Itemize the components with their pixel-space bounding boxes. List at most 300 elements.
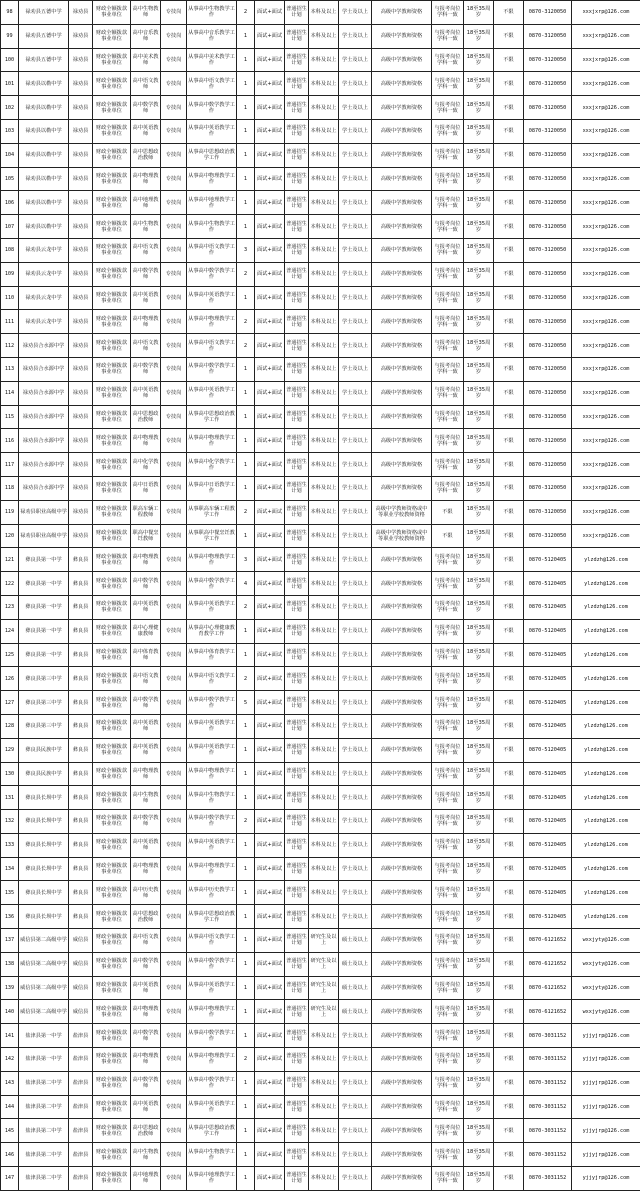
age-cell: 18至35周岁 — [464, 72, 494, 96]
enrollment-type-cell: 普通招生计划 — [285, 595, 309, 619]
age-cell: 18至35周岁 — [464, 833, 494, 857]
table-row — [1, 96, 640, 120]
qualification-cell: 高级中学教师资格 — [372, 48, 432, 72]
email-cell: wxxjyty@126.com — [572, 1000, 640, 1024]
row-number-cell: 141 — [1, 1024, 19, 1048]
unit-type-cell: 财政全额拨款事业单位 — [93, 191, 131, 215]
county-cell: 彝良县 — [69, 786, 93, 810]
employer-cell: 盐津县第二中学 — [19, 1071, 69, 1095]
age-cell: 18至35周岁 — [464, 310, 494, 334]
row-number-cell: 143 — [1, 1071, 19, 1095]
position-name-cell: 高中数学教师 — [131, 1071, 161, 1095]
email-cell: yjjyjrp@126.com — [572, 1024, 640, 1048]
education-cell: 本科及以上 — [309, 96, 339, 120]
phone-cell: 0870-3120050 — [524, 48, 572, 72]
age-cell: 18至35周岁 — [464, 929, 494, 953]
other-cell: 不限 — [494, 381, 524, 405]
degree-cell: 学士及以上 — [339, 500, 372, 524]
qualification-cell: 高级中学教师资格 — [372, 1024, 432, 1048]
qualification-cell: 高级中学教师资格 — [372, 453, 432, 477]
enrollment-type-cell: 普通招生计划 — [285, 167, 309, 191]
age-cell: 18至35周岁 — [464, 453, 494, 477]
employer-cell: 盐津县第二中学 — [19, 1095, 69, 1119]
employer-cell: 彝良县长坝中学 — [19, 857, 69, 881]
qualification-cell: 高级中学教师资格 — [372, 714, 432, 738]
position-description-cell: 从事高中数学教学工作 — [187, 691, 237, 715]
headcount-cell: 1 — [237, 833, 255, 857]
position-category-cell: 专技岗 — [161, 1000, 187, 1024]
employer-cell: 彝良县第三中学 — [19, 691, 69, 715]
position-description-cell: 从事高中思想政治教学工作 — [187, 1119, 237, 1143]
table-row — [1, 524, 640, 548]
email-cell: xxxjxrp@126.com — [572, 476, 640, 500]
unit-type-cell: 财政全额拨款事业单位 — [93, 1167, 131, 1191]
county-cell: 禄劝县 — [69, 119, 93, 143]
phone-cell: 0870-5120405 — [524, 619, 572, 643]
phone-cell: 0870-3120050 — [524, 262, 572, 286]
county-cell: 彝良县 — [69, 643, 93, 667]
email-cell: wxxjyty@126.com — [572, 929, 640, 953]
unit-type-cell: 财政全额拨款事业单位 — [93, 810, 131, 834]
row-number-cell: 114 — [1, 381, 19, 405]
row-number-cell: 102 — [1, 96, 19, 120]
qualification-cell: 高级中学教师资格 — [372, 976, 432, 1000]
position-description-cell: 从事高中地理教学工作 — [187, 191, 237, 215]
headcount-cell: 1 — [237, 286, 255, 310]
other-cell: 不限 — [494, 1167, 524, 1191]
education-cell: 本科及以上 — [309, 572, 339, 596]
education-cell: 本科及以上 — [309, 476, 339, 500]
age-cell: 18至35周岁 — [464, 1000, 494, 1024]
headcount-cell: 1 — [237, 1024, 255, 1048]
enrollment-type-cell: 普通招生计划 — [285, 667, 309, 691]
county-cell: 威信县 — [69, 929, 93, 953]
employer-cell: 禄劝县合水源中学 — [19, 381, 69, 405]
table-row — [1, 1119, 640, 1143]
email-cell: xxxjxrp@126.com — [572, 96, 640, 120]
unit-type-cell: 财政全额拨款事业单位 — [93, 691, 131, 715]
major-requirement-cell: 与报考岗位学科一致 — [432, 429, 464, 453]
position-description-cell: 从事高中物理教学工作 — [187, 1048, 237, 1072]
county-cell: 禄劝县 — [69, 453, 93, 477]
headcount-cell: 2 — [237, 1, 255, 25]
other-cell: 不限 — [494, 833, 524, 857]
email-cell: ylzdzh@126.com — [572, 738, 640, 762]
headcount-cell: 3 — [237, 238, 255, 262]
headcount-cell: 1 — [237, 453, 255, 477]
degree-cell: 学士及以上 — [339, 262, 372, 286]
unit-type-cell: 财政全额拨款事业单位 — [93, 286, 131, 310]
enrollment-type-cell: 普通招生计划 — [285, 286, 309, 310]
age-cell: 18至35周岁 — [464, 143, 494, 167]
other-cell: 不限 — [494, 929, 524, 953]
headcount-cell: 1 — [237, 976, 255, 1000]
employer-cell: 禄劝县以勒中学 — [19, 215, 69, 239]
other-cell: 不限 — [494, 1095, 524, 1119]
age-cell: 18至35周岁 — [464, 48, 494, 72]
county-cell: 彝良县 — [69, 881, 93, 905]
major-requirement-cell: 与报考岗位学科一致 — [432, 1000, 464, 1024]
phone-cell: 0870-3120050 — [524, 96, 572, 120]
exam-method-cell: 面试+面试 — [255, 476, 285, 500]
other-cell: 不限 — [494, 48, 524, 72]
headcount-cell: 1 — [237, 1167, 255, 1191]
unit-type-cell: 财政全额拨款事业单位 — [93, 762, 131, 786]
exam-method-cell: 面试+面试 — [255, 215, 285, 239]
unit-type-cell: 财政全额拨款事业单位 — [93, 24, 131, 48]
employer-cell: 威信县第二高级中学 — [19, 976, 69, 1000]
row-number-cell: 120 — [1, 524, 19, 548]
position-name-cell: 高中地理教师 — [131, 1167, 161, 1191]
table-row — [1, 929, 640, 953]
enrollment-type-cell: 普通招生计划 — [285, 1048, 309, 1072]
age-cell: 18至35周岁 — [464, 1, 494, 25]
education-cell: 本科及以上 — [309, 1024, 339, 1048]
unit-type-cell: 财政全额拨款事业单位 — [93, 524, 131, 548]
phone-cell: 0870-3031152 — [524, 1024, 572, 1048]
education-cell: 本科及以上 — [309, 24, 339, 48]
qualification-cell: 高级中学教师资格 — [372, 881, 432, 905]
position-name-cell: 高中数学教师 — [131, 1024, 161, 1048]
enrollment-type-cell: 普通招生计划 — [285, 810, 309, 834]
position-category-cell: 专技岗 — [161, 929, 187, 953]
age-cell: 18至35周岁 — [464, 381, 494, 405]
employer-cell: 禄劝县以勒中学 — [19, 143, 69, 167]
degree-cell: 学士及以上 — [339, 405, 372, 429]
email-cell: xxxjxrp@126.com — [572, 72, 640, 96]
row-number-cell: 110 — [1, 286, 19, 310]
phone-cell: 0870-3120050 — [524, 1, 572, 25]
table-row — [1, 738, 640, 762]
degree-cell: 学士及以上 — [339, 810, 372, 834]
position-category-cell: 专技岗 — [161, 667, 187, 691]
position-description-cell: 从事高中英语教学工作 — [187, 976, 237, 1000]
age-cell: 18至35周岁 — [464, 619, 494, 643]
exam-method-cell: 面试+面试 — [255, 524, 285, 548]
other-cell: 不限 — [494, 405, 524, 429]
headcount-cell: 1 — [237, 1000, 255, 1024]
education-cell: 本科及以上 — [309, 643, 339, 667]
email-cell: xxxjxrp@126.com — [572, 238, 640, 262]
degree-cell: 学士及以上 — [339, 643, 372, 667]
age-cell: 18至35周岁 — [464, 786, 494, 810]
headcount-cell: 3 — [237, 548, 255, 572]
other-cell: 不限 — [494, 1119, 524, 1143]
row-number-cell: 100 — [1, 48, 19, 72]
unit-type-cell: 财政全额拨款事业单位 — [93, 738, 131, 762]
row-number-cell: 128 — [1, 714, 19, 738]
exam-method-cell: 面试+面试 — [255, 572, 285, 596]
age-cell: 18至35周岁 — [464, 595, 494, 619]
enrollment-type-cell: 普通招生计划 — [285, 262, 309, 286]
position-name-cell: 高中英语教师 — [131, 119, 161, 143]
email-cell: yjjyjrp@126.com — [572, 1071, 640, 1095]
qualification-cell: 高级中学教师资格 — [372, 405, 432, 429]
qualification-cell: 高级中学教师资格 — [372, 786, 432, 810]
degree-cell: 学士及以上 — [339, 453, 372, 477]
position-name-cell: 高中物理教师 — [131, 1048, 161, 1072]
other-cell: 不限 — [494, 881, 524, 905]
employer-cell: 威信县第二高级中学 — [19, 929, 69, 953]
row-number-cell: 129 — [1, 738, 19, 762]
education-cell: 本科及以上 — [309, 667, 339, 691]
education-cell: 研究生及以上 — [309, 952, 339, 976]
enrollment-type-cell: 普通招生计划 — [285, 357, 309, 381]
headcount-cell: 2 — [237, 500, 255, 524]
row-number-cell: 112 — [1, 334, 19, 358]
other-cell: 不限 — [494, 667, 524, 691]
qualification-cell: 高级中学教师资格或中等职业学校教师资格 — [372, 500, 432, 524]
position-name-cell: 高中语文教师 — [131, 238, 161, 262]
county-cell: 彝良县 — [69, 667, 93, 691]
unit-type-cell: 财政全额拨款事业单位 — [93, 1071, 131, 1095]
employer-cell: 彝良县长坝中学 — [19, 881, 69, 905]
enrollment-type-cell: 普通招生计划 — [285, 476, 309, 500]
unit-type-cell: 财政全额拨款事业单位 — [93, 976, 131, 1000]
qualification-cell: 高级中学教师资格 — [372, 762, 432, 786]
unit-type-cell: 财政全额拨款事业单位 — [93, 548, 131, 572]
enrollment-type-cell: 普通招生计划 — [285, 572, 309, 596]
position-description-cell: 从事高中英语教学工作 — [187, 595, 237, 619]
exam-method-cell: 面试+面试 — [255, 96, 285, 120]
headcount-cell: 5 — [237, 691, 255, 715]
employer-cell: 禄劝县合水源中学 — [19, 429, 69, 453]
position-name-cell: 职高车辆工程教师 — [131, 500, 161, 524]
age-cell: 18至35周岁 — [464, 952, 494, 976]
position-description-cell: 从事高中生物教学工作 — [187, 1, 237, 25]
education-cell: 本科及以上 — [309, 881, 339, 905]
table-row — [1, 762, 640, 786]
education-cell: 本科及以上 — [309, 191, 339, 215]
table-row — [1, 191, 640, 215]
position-description-cell: 从事高中英语教学工作 — [187, 714, 237, 738]
position-name-cell: 高中数学教师 — [131, 810, 161, 834]
position-category-cell: 专技岗 — [161, 881, 187, 905]
row-number-cell: 106 — [1, 191, 19, 215]
headcount-cell: 4 — [237, 572, 255, 596]
table-row — [1, 1167, 640, 1191]
position-description-cell: 从事高中英语教学工作 — [187, 1095, 237, 1119]
phone-cell: 0870-6121652 — [524, 952, 572, 976]
major-requirement-cell: 与报考岗位学科一致 — [432, 976, 464, 1000]
other-cell: 不限 — [494, 1024, 524, 1048]
table-row — [1, 810, 640, 834]
enrollment-type-cell: 普通招生计划 — [285, 238, 309, 262]
education-cell: 研究生及以上 — [309, 929, 339, 953]
table-row — [1, 1000, 640, 1024]
position-category-cell: 专技岗 — [161, 714, 187, 738]
county-cell: 禄劝县 — [69, 238, 93, 262]
position-name-cell: 高中数学教师 — [131, 572, 161, 596]
education-cell: 本科及以上 — [309, 1095, 339, 1119]
unit-type-cell: 财政全额拨款事业单位 — [93, 905, 131, 929]
row-number-cell: 130 — [1, 762, 19, 786]
employer-cell: 盐津县第二中学 — [19, 1119, 69, 1143]
exam-method-cell: 面试+面试 — [255, 667, 285, 691]
position-description-cell: 从事高中英语教学工作 — [187, 381, 237, 405]
degree-cell: 学士及以上 — [339, 119, 372, 143]
position-category-cell: 专技岗 — [161, 643, 187, 667]
education-cell: 本科及以上 — [309, 1119, 339, 1143]
position-category-cell: 专技岗 — [161, 143, 187, 167]
education-cell: 本科及以上 — [309, 1167, 339, 1191]
county-cell: 禄劝县 — [69, 500, 93, 524]
position-name-cell: 高中物理教师 — [131, 857, 161, 881]
position-name-cell: 高中物理教师 — [131, 429, 161, 453]
employer-cell: 彝良县第一中学 — [19, 548, 69, 572]
headcount-cell: 1 — [237, 191, 255, 215]
county-cell: 彝良县 — [69, 572, 93, 596]
degree-cell: 学士及以上 — [339, 476, 372, 500]
age-cell: 18至35周岁 — [464, 286, 494, 310]
position-description-cell: 从事高中语文教学工作 — [187, 334, 237, 358]
employer-cell: 盐津县第一中学 — [19, 1048, 69, 1072]
table-row — [1, 238, 640, 262]
employer-cell: 彝良县长坝中学 — [19, 810, 69, 834]
education-cell: 本科及以上 — [309, 857, 339, 881]
employer-cell: 盐津县第二中学 — [19, 1167, 69, 1191]
education-cell: 本科及以上 — [309, 1, 339, 25]
age-cell: 18至35周岁 — [464, 1071, 494, 1095]
unit-type-cell: 财政全额拨款事业单位 — [93, 929, 131, 953]
email-cell: yjjyjrp@126.com — [572, 1048, 640, 1072]
education-cell: 本科及以上 — [309, 810, 339, 834]
major-requirement-cell: 与报考岗位学科一致 — [432, 905, 464, 929]
position-category-cell: 专技岗 — [161, 262, 187, 286]
headcount-cell: 2 — [237, 310, 255, 334]
enrollment-type-cell: 普通招生计划 — [285, 215, 309, 239]
position-description-cell: 从事高中生物教学工作 — [187, 1143, 237, 1167]
enrollment-type-cell: 普通招生计划 — [285, 738, 309, 762]
age-cell: 18至35周岁 — [464, 167, 494, 191]
table-row — [1, 714, 640, 738]
other-cell: 不限 — [494, 72, 524, 96]
qualification-cell: 高级中学教师资格 — [372, 24, 432, 48]
county-cell: 禄劝县 — [69, 357, 93, 381]
table-row — [1, 619, 640, 643]
headcount-cell: 1 — [237, 1071, 255, 1095]
position-name-cell: 高中英语教师 — [131, 976, 161, 1000]
position-name-cell: 高中英语教师 — [131, 595, 161, 619]
row-number-cell: 98 — [1, 1, 19, 25]
exam-method-cell: 面试+面试 — [255, 833, 285, 857]
table-row — [1, 976, 640, 1000]
position-category-cell: 专技岗 — [161, 833, 187, 857]
table-row — [1, 24, 640, 48]
headcount-cell: 2 — [237, 810, 255, 834]
county-cell: 彝良县 — [69, 857, 93, 881]
county-cell: 盐津县 — [69, 1167, 93, 1191]
age-cell: 18至35周岁 — [464, 429, 494, 453]
education-cell: 本科及以上 — [309, 429, 339, 453]
qualification-cell: 高级中学教师资格 — [372, 476, 432, 500]
position-category-cell: 专技岗 — [161, 429, 187, 453]
position-description-cell: 从事高中数学教学工作 — [187, 810, 237, 834]
county-cell: 禄劝县 — [69, 524, 93, 548]
county-cell: 彝良县 — [69, 905, 93, 929]
other-cell: 不限 — [494, 714, 524, 738]
phone-cell: 0870-3120050 — [524, 286, 572, 310]
table-row — [1, 429, 640, 453]
exam-method-cell: 面试+面试 — [255, 310, 285, 334]
table-row — [1, 1, 640, 25]
position-category-cell: 专技岗 — [161, 476, 187, 500]
major-requirement-cell: 与报考岗位学科一致 — [432, 238, 464, 262]
qualification-cell: 高级中学教师资格 — [372, 810, 432, 834]
other-cell: 不限 — [494, 334, 524, 358]
other-cell: 不限 — [494, 952, 524, 976]
other-cell: 不限 — [494, 262, 524, 286]
phone-cell: 0870-5120405 — [524, 762, 572, 786]
age-cell: 18至35周岁 — [464, 572, 494, 596]
education-cell: 本科及以上 — [309, 691, 339, 715]
email-cell: ylzdzh@126.com — [572, 905, 640, 929]
position-description-cell: 从事高中数学教学工作 — [187, 357, 237, 381]
position-description-cell: 从事高中日语教学工作 — [187, 476, 237, 500]
headcount-cell: 1 — [237, 762, 255, 786]
exam-method-cell: 面试+面试 — [255, 357, 285, 381]
enrollment-type-cell: 普通招生计划 — [285, 619, 309, 643]
degree-cell: 学士及以上 — [339, 96, 372, 120]
email-cell: yjjyjrp@126.com — [572, 1143, 640, 1167]
education-cell: 本科及以上 — [309, 1048, 339, 1072]
table-row — [1, 381, 640, 405]
row-number-cell: 136 — [1, 905, 19, 929]
age-cell: 18至35周岁 — [464, 857, 494, 881]
age-cell: 18至35周岁 — [464, 476, 494, 500]
row-number-cell: 127 — [1, 691, 19, 715]
headcount-cell: 1 — [237, 143, 255, 167]
row-number-cell: 104 — [1, 143, 19, 167]
phone-cell: 0870-3031152 — [524, 1119, 572, 1143]
exam-method-cell: 面试+面试 — [255, 929, 285, 953]
education-cell: 本科及以上 — [309, 262, 339, 286]
email-cell: ylzdzh@126.com — [572, 881, 640, 905]
enrollment-type-cell: 普通招生计划 — [285, 1000, 309, 1024]
degree-cell: 学士及以上 — [339, 833, 372, 857]
headcount-cell: 1 — [237, 72, 255, 96]
employer-cell: 禄劝县云龙中学 — [19, 262, 69, 286]
major-requirement-cell: 与报考岗位学科一致 — [432, 786, 464, 810]
exam-method-cell: 面试+面试 — [255, 595, 285, 619]
other-cell: 不限 — [494, 24, 524, 48]
position-name-cell: 高中物理教师 — [131, 167, 161, 191]
major-requirement-cell: 与报考岗位学科一致 — [432, 762, 464, 786]
enrollment-type-cell: 普通招生计划 — [285, 548, 309, 572]
degree-cell: 学士及以上 — [339, 381, 372, 405]
qualification-cell: 高级中学教师资格 — [372, 215, 432, 239]
other-cell: 不限 — [494, 96, 524, 120]
email-cell: wxxjyty@126.com — [572, 976, 640, 1000]
unit-type-cell: 财政全额拨款事业单位 — [93, 952, 131, 976]
headcount-cell: 1 — [237, 857, 255, 881]
qualification-cell: 高级中学教师资格 — [372, 357, 432, 381]
position-category-cell: 专技岗 — [161, 1119, 187, 1143]
position-category-cell: 专技岗 — [161, 1143, 187, 1167]
county-cell: 盐津县 — [69, 1071, 93, 1095]
education-cell: 本科及以上 — [309, 238, 339, 262]
degree-cell: 学士及以上 — [339, 548, 372, 572]
email-cell: ylzdzh@126.com — [572, 714, 640, 738]
email-cell: xxxjxrp@126.com — [572, 191, 640, 215]
phone-cell: 0870-6121652 — [524, 1000, 572, 1024]
county-cell: 彝良县 — [69, 714, 93, 738]
unit-type-cell: 财政全额拨款事业单位 — [93, 357, 131, 381]
age-cell: 18至35周岁 — [464, 405, 494, 429]
enrollment-type-cell: 普通招生计划 — [285, 191, 309, 215]
table-row — [1, 167, 640, 191]
phone-cell: 0870-3120050 — [524, 405, 572, 429]
